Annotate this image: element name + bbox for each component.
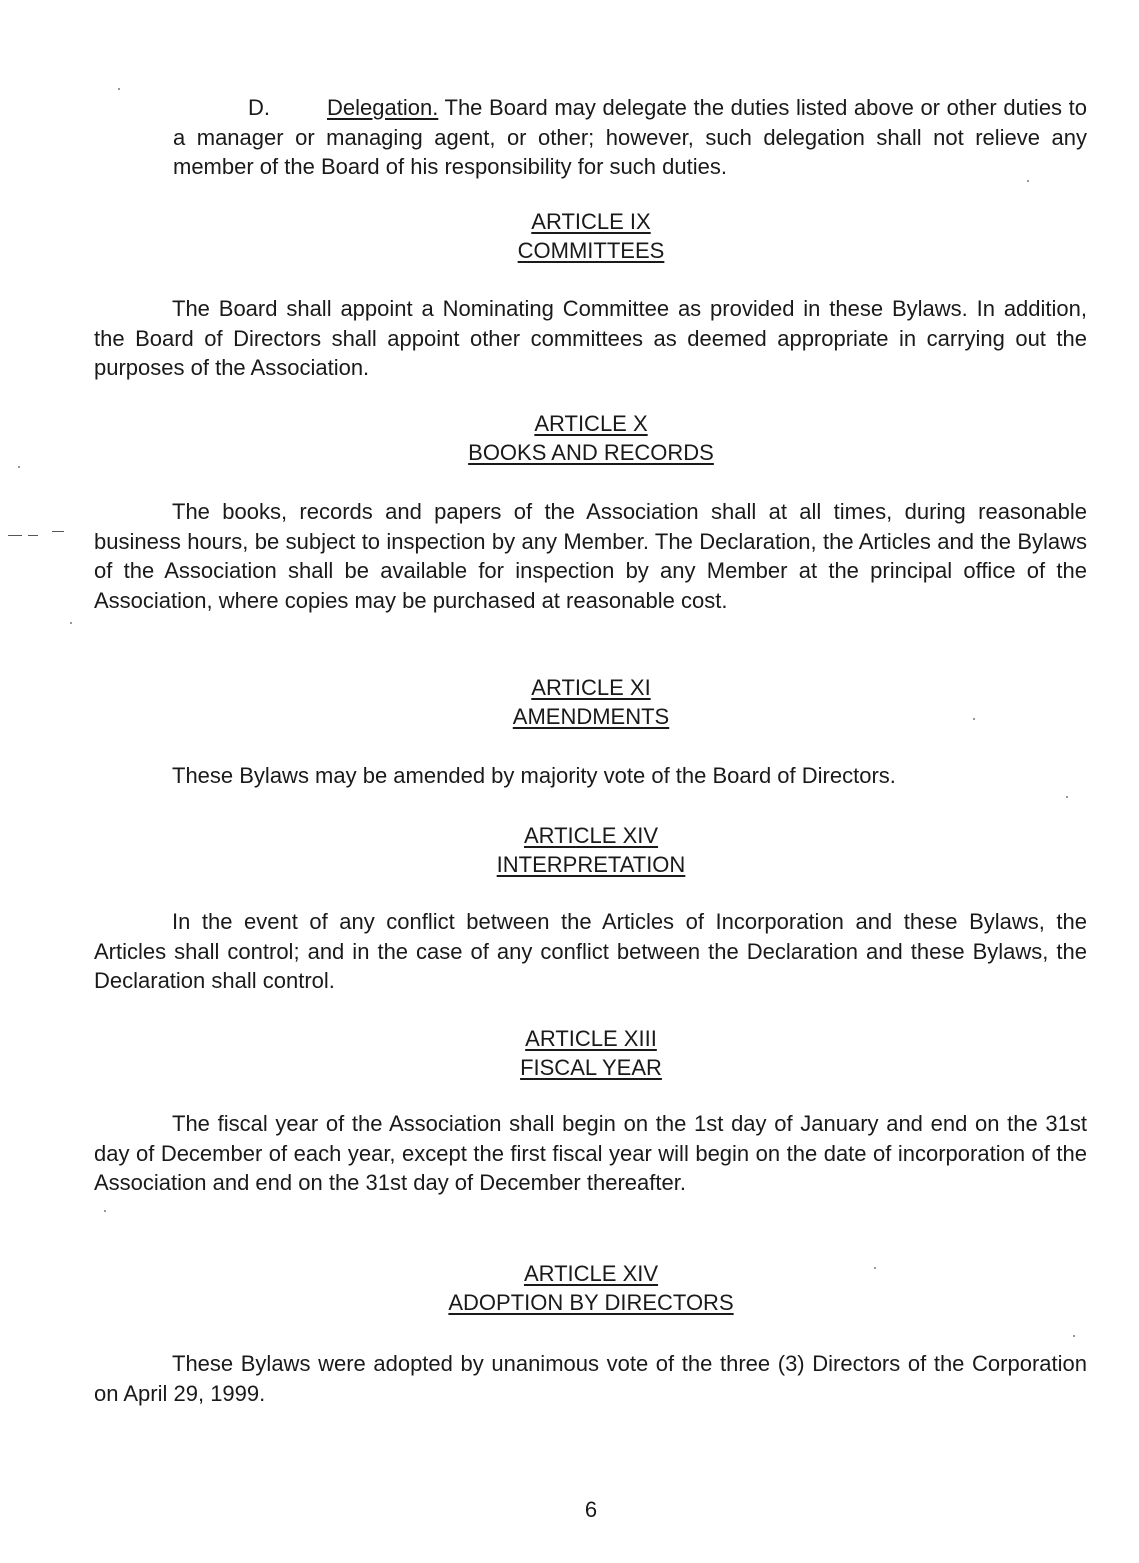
- article-title: BOOKS AND RECORDS: [468, 440, 714, 465]
- article-title: AMENDMENTS: [512, 704, 670, 729]
- article-heading-fiscal-year: [0, 1024, 1139, 1082]
- article-heading-amendments: [0, 673, 1139, 731]
- section-d-letter: D.: [248, 95, 270, 120]
- article-number: ARTICLE IX: [531, 209, 651, 234]
- section-d-title: Delegation.: [327, 95, 439, 120]
- article-heading-books-records: [0, 409, 1139, 467]
- article-heading-interpretation: [0, 821, 1139, 879]
- article-number: ARTICLE XIV: [523, 823, 659, 848]
- section-d-text: The Board may delegate the duties listed above or other duties to a manager or managing agent, or other; however, such delegation shall not relieve any member of the Board of his responsibility for such duties.: [173, 95, 1087, 179]
- article-body-amendments: These Bylaws may be amended by majority vote of the Board of Directors.: [172, 763, 896, 788]
- article-number: ARTICLE X: [534, 411, 648, 436]
- section-d-delegation: [173, 93, 1087, 182]
- scan-mark: [8, 535, 22, 536]
- article-heading-adoption: [0, 1259, 1139, 1317]
- article-title: INTERPRETATION: [496, 852, 686, 877]
- page-number: 6: [584, 1497, 598, 1522]
- article-body-committees: The Board shall appoint a Nominating Committee as provided in these Bylaws. In addition, the Board of Directors shall appoint other committees as deemed appropriate in carrying out the purposes of the Association.: [94, 296, 1087, 380]
- article-title: ADOPTION BY DIRECTORS: [448, 1290, 734, 1315]
- scan-speck: [1073, 1335, 1075, 1337]
- article-number: ARTICLE XIV: [523, 1261, 659, 1286]
- article-body-books-records: The books, records and papers of the Association shall at all times, during reasonable business hours, be subject to inspection by any Member. The Declaration, the Articles and the Bylaws of the Association shall be available for inspection by any Member at the principal office of the Association, where copies may be purchased at reasonable cost.: [94, 499, 1087, 613]
- scan-mark: [52, 531, 64, 532]
- article-number: ARTICLE XI: [531, 675, 651, 700]
- article-body-fiscal-year: The fiscal year of the Association shall begin on the 1st day of January and end on the 31st day of December of each year, except the first fiscal year will begin on the date of incorporation of the Association and end on the 31st day of December thereafter.: [94, 1111, 1087, 1195]
- scan-speck: [1066, 796, 1068, 798]
- article-heading-committees: [0, 207, 1139, 265]
- scan-speck: [1027, 180, 1029, 182]
- article-title: FISCAL YEAR: [520, 1055, 662, 1080]
- scan-speck: [70, 622, 72, 624]
- article-title: COMMITTEES: [517, 238, 665, 263]
- scan-speck: [18, 466, 20, 468]
- article-body-adoption: These Bylaws were adopted by unanimous vote of the three (3) Directors of the Corporation on April 29, 1999.: [94, 1351, 1087, 1406]
- article-body-interpretation: In the event of any conflict between the Articles of Incorporation and these Bylaws, the Articles shall control; and in the case of any conflict between the Declaration and these Bylaws, the Declaration shall control.: [94, 909, 1087, 993]
- scan-speck: [973, 718, 975, 720]
- scan-speck: [118, 88, 120, 90]
- article-number: ARTICLE XIII: [525, 1026, 657, 1051]
- scan-speck: [874, 1267, 876, 1269]
- scan-mark: [28, 535, 38, 536]
- scan-speck: [104, 1210, 106, 1212]
